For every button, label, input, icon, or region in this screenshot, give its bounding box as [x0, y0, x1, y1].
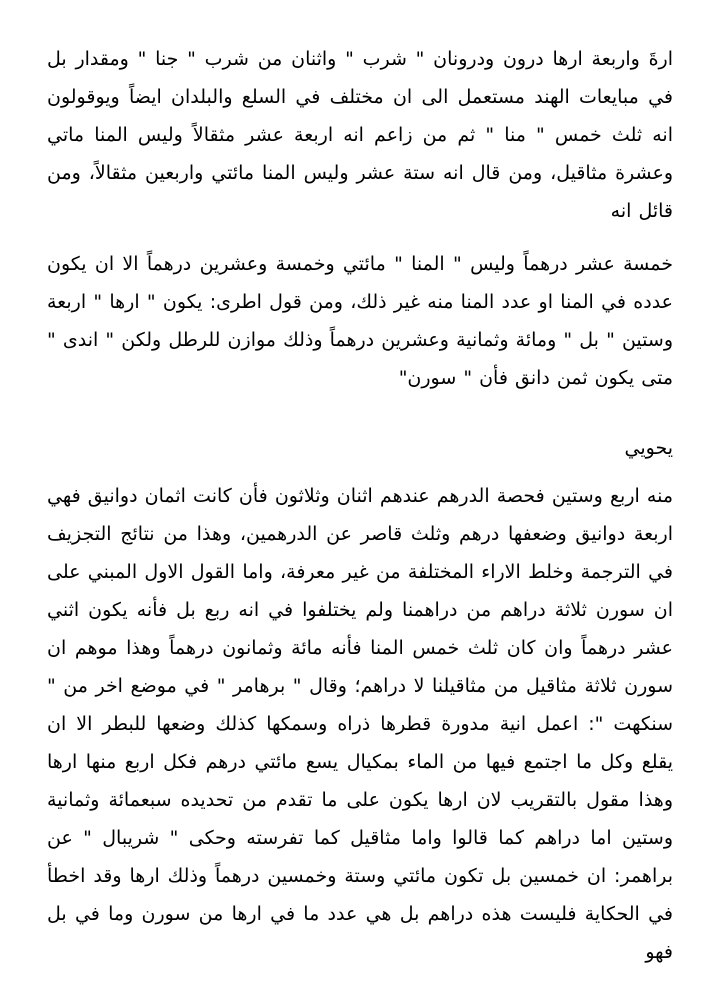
arabic-paragraph-3-single-word: يحويي: [624, 437, 673, 459]
arabic-paragraph-4: منه اربع وستين فحصة الدرهم عندهم اثنان وثلاثون فأن كانت اثمان دوانيق فهي اربعة دوانيق وضعفها درهم وثلث قاصر عن الدرهمين، وهذا من نتائج التجزيف في الترجمة وخلط الاراء المختلفة من غير معرفة، واما القول الاول المبني على ان سورن ثلاثة دراهم من دراهمنا ولم يختلفوا في انه ربع بل فأنه يكون اثني عشر درهماً وان كان ثلث خمس المنا فأنه مائة وثمانون درهماً وهذا موهم ان سورن ثلاثة مثاقيل من مثاقيلنا لا دراهم؛ وقال " برهامر " في موضع اخر من " سنكهت ": اعمل انية مدورة قطرها ذراه وسمكها كذلك وضعها للبطر الا ان يقلع وكل ما اجتمع فيها من الماء بمكيال يسع مائتي درهم فكل اربع منها ارها وهذا مقول بالتقريب لان ارها يكون على ما تقدم من تحديده سبعمائة وثمانية وستين اما دراهم كما قالوا واما مثاقيل كما تفرسته وحكى " شريبال " عن براهمر: ان خمسين بل تكون مائتي وستة وخمسين درهماً وذلك ارها وقد اخطأ في الحكاية فليست هذه دراهم بل هي عدد ما في ارها من سورن وما في بل فهو: [47, 485, 673, 963]
arabic-paragraph-2: خمسة عشر درهماً وليس " المنا " مائتي وخمسة وعشرين درهماً الا ان يكون عدده في المنا او عدد المنا منه غير ذلك، ومن قول اطرى: يكون " ارها " اربعة وستين " بل " ومائة وثمانية وعشرين درهماً وذلك موازن للرطل ولكن " اندى " متى يكون ثمن دانق فأن " سورن": [47, 253, 673, 389]
arabic-paragraph-1: ارةَ واربعة ارها درون ودرونان " شرب " واثنان من شرب " جنا " ومقدار بل في مبايعات الهند مستعمل الى ان مختلف في السلع والبلدان ايضاً ويوقولون انه ثلث خمس " منا " ثم من زاعم انه اربعة عشر مثقالاً وليس المنا ماتي وعشرة مثاقيل، ومن قال انه ستة عشر وليس المنا مائتي واربعين مثقالاً، ومن قائل انه: [47, 48, 673, 222]
